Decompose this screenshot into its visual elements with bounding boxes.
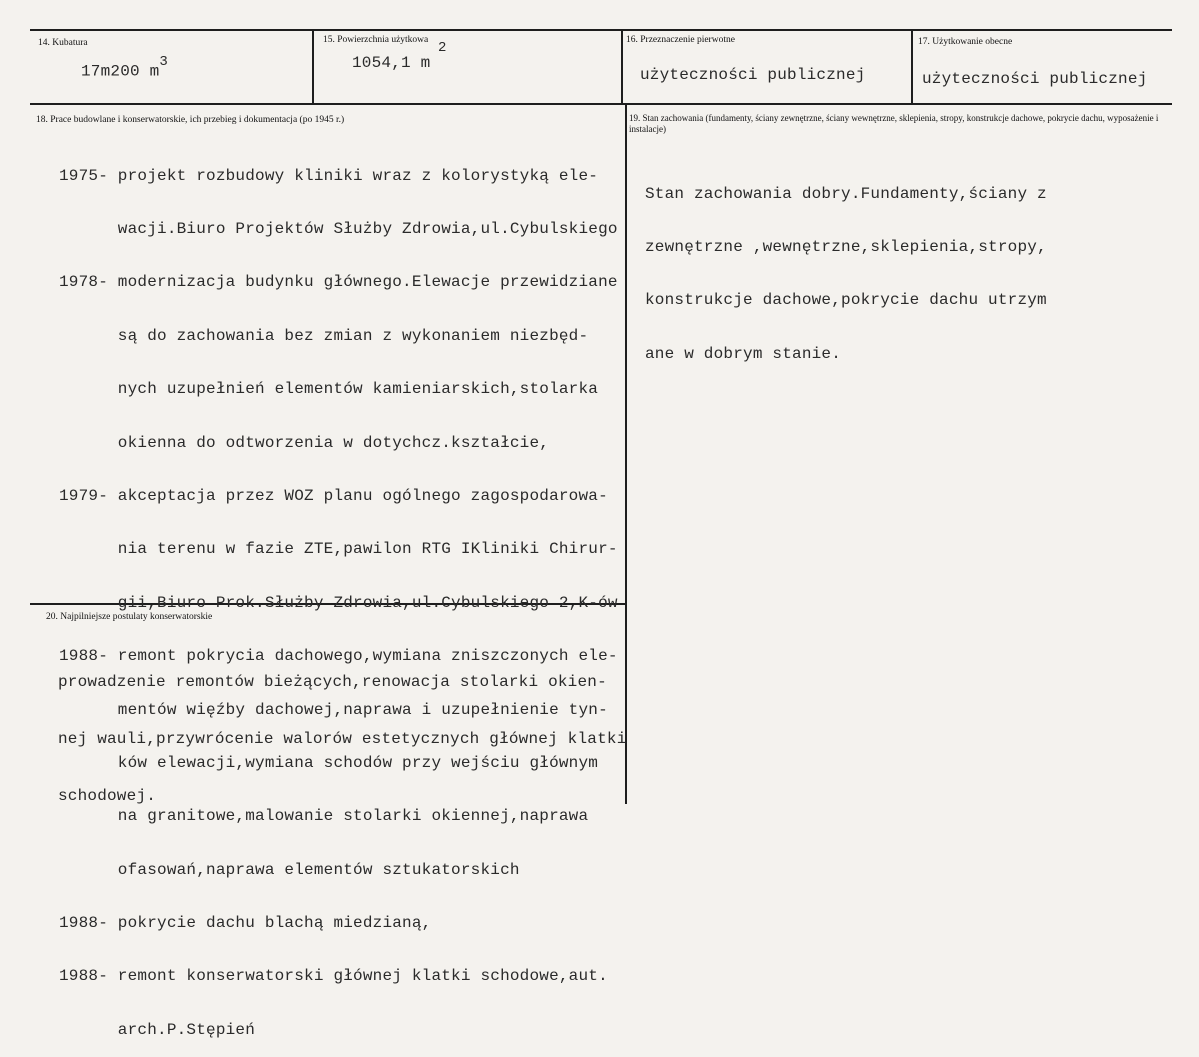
field-14-unit-exponent: 3 [159,54,169,70]
field-18-line: okienna do odtworzenia w dotychcz.kształcie, [59,433,550,452]
field-19-line: konstrukcje dachowe,pokrycie dachu utrzym [645,291,1047,310]
field-14-label: 14. Kubatura [38,38,88,48]
field-18-line: 1988- remont pokrycia dachowego,wymiana zniszczonych ele- [59,647,618,666]
field-18-line: arch.P.Stępień [59,1020,256,1039]
divider-14-15 [312,29,314,104]
field-18-line: 1975- projekt rozbudowy kliniki wraz z kolorystyką ele- [59,166,599,185]
field-16-label: 16. Przeznaczenie pierwotne [626,35,735,45]
field-15-label: 15. Powierzchnia użytkowa [323,35,429,45]
field-18-line: mentów więźby dachowej,naprawa i uzupełnienie tyn- [59,700,608,719]
field-19-line: ane w dobrym stanie. [645,344,842,363]
field-18-line: ków elewacji,wymiana schodów przy wejściu głównym [59,753,599,772]
divider-15-16 [621,29,623,104]
divider-16-17 [911,29,913,104]
field-18-line: nia terenu w fazie ZTE,pawilon RTG IKliniki Chirur- [59,540,618,559]
field-18-line: gii,Biuro Prok.Służby Zdrowia,ul.Cybulskiego 2,K-ów [59,593,618,612]
field-19-line: zewnętrzne ,wewnętrzne,sklepienia,stropy, [645,237,1047,256]
field-16-value: użyteczności publicznej [640,66,866,84]
field-18-line: 1988- remont konserwatorski głównej klatki schodowe,aut. [59,967,608,986]
field-15-value: 1054,1 m [352,54,431,72]
field-18-line: 1978- modernizacja budynku głównego.Elewacje przewidziane [59,273,618,292]
field-19-line: Stan zachowania dobry.Fundamenty,ściany z [645,184,1047,203]
field-18-label: 18. Prace budowlane i konserwatorskie, ich przebieg i dokumentacja (po 1945 r.) [36,115,345,125]
field-18-line: wacji.Biuro Projektów Służby Zdrowia,ul.Cybulskiego [59,219,618,238]
field-18-line: na granitowe,malowanie stolarki okiennej,naprawa [59,807,589,826]
field-18-line: 1988- pokrycie dachu blachą miedzianą, [59,914,432,933]
field-19-text [645,150,1047,381]
field-20-line: nej wauli,przywrócenie walorów estetycznych głównej klatki [58,730,627,748]
field-20-line: prowadzenie remontów bieżących,renowacja stolarki okien- [58,673,607,691]
field-19-label: 19. Stan zachowania (fundamenty, ściany zewnętrzne, ściany wewnętrzne, sklepienia, stropy, konstrukcje dachowe, pokrycie dachu, wyposażenie i instalacje) [629,113,1159,134]
field-17-label: 17. Użytkowanie obecne [918,37,1013,47]
field-15-unit-exponent: 2 [438,40,447,56]
rule-below-header-row [30,103,1172,105]
field-17-value: użyteczności publicznej [922,70,1148,88]
top-rule [30,29,1172,31]
field-18-line: ofasowań,naprawa elementów sztukatorskich [59,860,520,879]
field-18-line: nych uzupełnień elementów kamieniarskich,stolarka [59,380,599,399]
field-18-line: 1979- akceptacja przez WOZ planu ogólnego zagospodarowa- [59,486,608,505]
field-14-value: 17m200 $m^3$ [81,54,169,81]
field-18-entries [59,132,618,1057]
field-20-text [58,635,627,825]
field-20-label: 20. Najpilniejsze postulaty konserwatorskie [46,612,213,622]
field-20-line: schodowej. [58,787,157,805]
field-18-line: są do zachowania bez zmian z wykonaniem niezbęd- [59,326,589,345]
